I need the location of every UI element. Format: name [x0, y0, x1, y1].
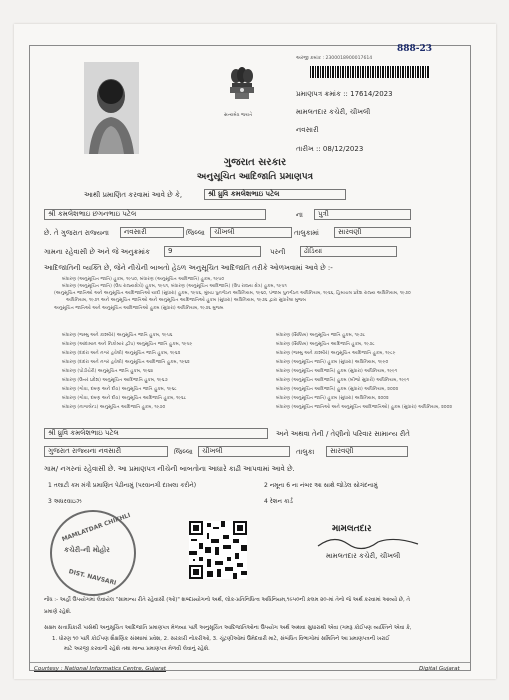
certify-prefix: આથી પ્રમાણિત કરવામાં આવે છે કે, — [84, 191, 183, 199]
serial-number: 9 — [168, 247, 173, 255]
footer-divider — [30, 662, 470, 663]
office-line2: નવસારી — [296, 126, 319, 134]
basis-item: 4 રેશન કાર્ડ — [264, 498, 293, 505]
order-left-item: બંધારણ (ગોવા, દમણ અને દીવ) અનુસૂચિત જાતિ હુકમ, ૧૯૬૮ — [62, 387, 177, 392]
state-emblem-icon — [226, 66, 258, 110]
barcode — [310, 66, 430, 78]
note-line: 1. ધોરણ ૧૦ પછી કોઈપણ શૈક્ષણિક સંસ્થામાં પ્રવેશ, 2. સરકારી નોકરીઓ, 3. ચૂંટણીઓમાં ઉમેદવારી માટે, સંબંધિત વિભાગોમાં સમિતિને આ પ્રમાણપત્રની ખરાઈ — [52, 636, 390, 642]
stamp-top-text: MAMLATDAR CHIKHLI — [60, 511, 132, 544]
order-left-item: બંધારણ (જમ્મુ અને કાશ્મીર) અનુસૂચિત જાતિ હુકમ, ૧૯૫૬ — [62, 333, 173, 338]
signatory-title: મામલતદાર કચેરી, ચીખલી — [326, 552, 401, 560]
issue-date: 08/12/2023 — [322, 145, 364, 153]
order-right-item: બંધારણ (સિક્કિમ) અનુસૂચિત આદિજાતિ હુકમ, ૧૯૭૮ — [276, 342, 375, 347]
footer-courtesy: Courtesy : National Informatics Centre, Gujarat — [34, 666, 167, 672]
order-left-item: બંધારણ (ગોવા, દમણ અને દીવ) અનુસૂચિત આદિજાતિ હુકમ, ૧૯૬૮ — [62, 396, 187, 401]
taluka-label: તાલુકામાં — [294, 229, 319, 237]
order-right-item: બંધારણ (અનુસૂચિત આદિજાતિ) હુકમ (સુધારા) અધિનિયમ, ૨૦૦૨ — [276, 387, 399, 392]
order-right-item: બંધારણ (જમ્મુ અને કાશ્મીર) અનુસૂચિત આદિજાતિ હુકમ, ૧૯૮૯ — [276, 351, 396, 356]
relation: પુત્રી — [318, 210, 329, 218]
stamp-mid-text: કચેરી-ની મોહોર — [64, 546, 110, 554]
residence-state-prefix: ગુજરાત રાજ્યના — [48, 447, 97, 455]
caste-label: પરની — [270, 248, 286, 256]
applicant-photo — [84, 62, 139, 154]
cert-number: 17614/2023 — [350, 90, 393, 98]
cert-number-row — [296, 90, 393, 99]
applicant-name: શ્રી ધ્રુવિ કમલેશભાઇ પટેલ — [208, 190, 280, 198]
order-right-item: બંધારણ (અનુસૂચિત જાતિઓ અને અનુસૂચિત આદિજાતિઓ) હુકમ (સુધારા) અધિનિયમ, ૨૦૦૨ — [276, 405, 453, 410]
order-left-item: બંધારણ (દાદરા અને નગર હવેલી) અનુસૂચિત આદિજાતિ હુકમ, ૧૯૬૨ — [62, 360, 190, 365]
order-right-item: બંધારણ (સિક્કિમ) અનુસૂચિત જાતિ હુકમ, ૧૯૭૮ — [276, 333, 366, 338]
basis-item: 3 અધરવાઇઝ — [48, 498, 82, 505]
office-line1: મામલતદાર કચેરી, ચીખલી — [296, 108, 371, 116]
issue-date-label: તારીખ :: — [296, 145, 321, 153]
residence-taluka-label: તાલુકા — [296, 448, 315, 456]
signature-mark: મામલતદાર — [332, 524, 372, 534]
cert-number-label: પ્રમાણપત્ર ક્રમાંક :: — [296, 90, 348, 98]
note-line: સક્ષમ સત્તાધિકારી પાસેથી અનુસૂચિત આદિજાતિ પ્રમાણપત્ર મેળવ્યા પછી અનુસૂચિત આદિજાતિઓના ઉપયોગ અર્થ અથવા સુધારાથી એવા (ગમરૂ કોઈપણ વ્યક્તિને એવા કે, — [44, 625, 412, 631]
barcode-label: અરજી ક્રમાંક : 2300018900017614 — [296, 56, 373, 61]
residence-state — [48, 447, 121, 456]
village: સારવણી — [338, 228, 362, 236]
order-right-item: બંધારણ (અનુસૂચિત જાતિ) હુકમ (સુધારા) અધિનિયમ, ૨૦૦૨ — [276, 396, 389, 401]
order-left-item: બંધારણ (ઉત્તર પ્રદેશ) અનુસૂચિત આદિજાતિ હુકમ, ૧૯૬૭ — [62, 378, 168, 383]
note-line: નોંધ :- અહીં ઉપયોગમાં લેવાયેલ "સામાન્ય રીતે રહેવાસી (ઓ)" શબ્દપ્રયોગનો અર્થ, લોક-પ્રતિનિધિત્વ અધિનિયમ,૧૯૫૦ની કલમ ૨૦-માં તેનો જે અર્થ કરવામાં આવ્યો છે, તે — [44, 597, 410, 603]
issue-date-row — [296, 145, 363, 154]
taluka: ચીખલી — [214, 228, 235, 236]
district-label: જિલ્લા — [186, 229, 205, 237]
order-left-item: બંધારણ (આંદામાન અને નિકોબાર દ્વીપ) અનુસૂચિત જાતિ હુકમ, ૧૯૫૯ — [62, 342, 193, 347]
order-right-item: બંધારણ (અનુસૂચિત આદિજાતિ) હુકમ (બીજો સુધારો) અધિનિયમ, ૧૯૯૧ — [276, 378, 410, 383]
order-left-item: બંધારણ (નાગાલેન્ડ) અનુસૂચિત આદિજાતિ હુકમ, ૧૯૭૦ — [62, 405, 166, 410]
residence-closing: ગામ/ નગરનાં રહેવાસી છે. આ પ્રમાણપત્ર નીચેની બાબતોના આધારે કાઢી આપવામાં આવે છે. — [44, 465, 295, 473]
certificate-sheet — [14, 24, 496, 679]
serial-box — [164, 246, 261, 257]
residence-name: શ્રી ધ્રુવિ કમલેશભાઇ પટેલ — [48, 429, 119, 437]
residing-label: ગામના રહેવાસી છે અને જે અનુક્રમાંક — [44, 248, 150, 256]
order-line: બંધારણ (અનુસૂચિત જાતિ) (ઉપ રાજ્યક્ષેત્રો) હુકમ, ૧૯૫૧, બંધારણ (અનુસૂચિત આદિજાતિ) (ઉપ રાજ્ય ક્ષેત્ર) હુકમ, ૧૯૫૧ — [62, 284, 287, 289]
order-line: અધિનિયમ, ૧૯૭૧ અને અનુસૂચિત જાતિઓ અને અનુસૂચિત આદિજાતિઓ હુકમ (સુધારા) અધિનિયમ, ૧૯૭૬ દ્વારા સુધારેલા મુજબ — [66, 298, 307, 303]
office-stamp — [50, 510, 136, 596]
order-left-item: બંધારણ (દાદરા અને નગર હવેલી) અનુસૂચિત જાતિ હુકમ, ૧૯૬૨ — [62, 351, 181, 356]
residence-district-label: જિલ્લા — [174, 448, 193, 456]
qr-code — [189, 521, 247, 579]
note-line: માટે અરજી કરવાની રહેશે તથા માન્ય પ્રમાણપત્ર મેળવી લેવાનું રહેશે. — [64, 646, 210, 652]
order-line: અનુસૂચિત જાતિઓ અને અનુસૂચિત આદિજાતિઓ હુકમ (સુધારા) અધિનિયમ, ૧૯૭૬ મુજબ — [54, 306, 224, 311]
emblem-caption: સત્યમેવ જયતે — [224, 113, 253, 118]
handwritten-number: 888-23 — [397, 44, 433, 54]
title-certificate: અનુસૂચિત આદિજાતિ પ્રમાણપત્ર — [196, 172, 314, 182]
signature-scribble-icon — [314, 532, 424, 552]
order-line: (અનુસૂચિત જાતિઓ અને અનુસૂચિત આદિજાતિઓ યાદી (સુધારા) હુકમ, ૧૯૫૬, મુંબઇ પુનર્ગઠન અધિનિયમ, ૧૯૬૦, પંજાબ પુનર્ગઠન અધિનિયમ, ૧૯૬૬, હિમાચલ પ્રદેશ રાજ્ય અધિનિયમ, ૧૯૭૦ — [54, 291, 411, 296]
basis-item: 2 નમૂના 6 ના નંબર આ સાથે જોડેલ સોગંદનામું — [264, 482, 378, 489]
title-government: ગુજરાત સરકાર — [223, 157, 287, 168]
relation-label: ના — [296, 211, 303, 219]
caste: ઢોડિયા — [304, 247, 323, 255]
state-prefix: છે. તે ગુજરાત રાજ્યના — [44, 229, 109, 237]
order-right-item: બંધારણ (અનુસૂચિત આદિજાતિ) હુકમ (સુધારા) અધિનિયમ, ૧૯૯૧ — [276, 369, 398, 374]
residence-taluka: ચીખલી — [202, 447, 223, 455]
note-line: પ્રમાણે રહેશે. — [44, 609, 72, 615]
residence-village: સારવણી — [330, 447, 354, 455]
order-left-item: બંધારણ (પોંડીચેરી) અનુસૂચિત જાતિ હુકમ, ૧૯૬૪ — [62, 369, 154, 374]
order-line: બંધારણ (અનુસૂચિત જાતિ) હુકમ, ૧૯૫૦, બંધારણ (અનુસૂચિત આદિજાતિ) હુકમ, ૧૯૫૦ — [62, 277, 225, 282]
district: નવસારી — [124, 228, 147, 236]
residence-suffix: અને અથવા તેની / તેણીનો પરિવાર સામાન્ય રીતે — [276, 430, 410, 438]
order-intro: આદિજાતિની વ્યક્તિ છે, જેને નીચેની બાબતો હેઠળ અનુસૂચિત આદિજાતિ તરીકે ઓળખવામાં આવે છે :- — [44, 264, 333, 272]
basis-item: 1 તલાટી કમ મંત્રી પ્રમાણિત પેઢીનામું (પરવાનગી દાખલા કરીને) — [48, 482, 197, 489]
father-name: શ્રી કમલેશભાઇ છગનભાઇ પટેલ — [48, 210, 137, 218]
order-right-item: બંધારણ (અનુસૂચિત જાતિ) હુકમ (સુધારા) અધિનિયમ, ૧૯૯૦ — [276, 360, 389, 365]
residence-district: નવસારી — [98, 447, 122, 455]
stamp-bottom-text: DIST. NAVSARI — [67, 568, 117, 587]
footer-brand: Digital Gujarat — [419, 666, 460, 672]
